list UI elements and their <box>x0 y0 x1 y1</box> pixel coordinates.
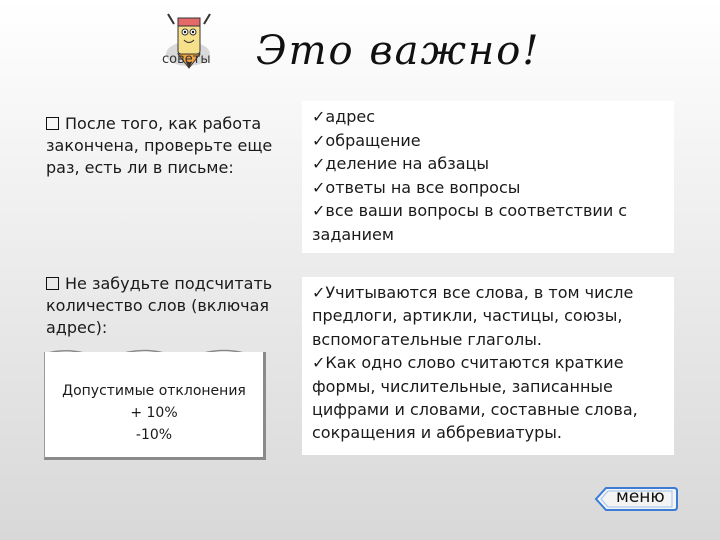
rule-item: ✓Как одно слово считаются краткие формы, числительные, записанные цифрами и словами, составные слова, сокращения и аббревиатуры. <box>312 353 638 443</box>
checklist-item: ✓ответы на все вопросы <box>312 177 521 197</box>
instruction-text-2: Не забудьте подсчитать количество слов (включая адрес): <box>46 274 273 337</box>
tolerance-line-1: Допустимые отклонения <box>62 383 246 399</box>
rule-item: ✓Учитываются все слова, в том числе предлоги, артикли, частицы, союзы, вспомогательные глаголы. <box>312 283 634 349</box>
checklist-item: ✓адрес <box>312 107 376 126</box>
checkmark-icon: ✓ <box>312 353 326 373</box>
logo-label: советы <box>162 52 211 67</box>
page-title: Это важно! <box>256 28 541 74</box>
checkmark-icon: ✓ <box>312 283 326 302</box>
checkmark-icon: ✓ <box>312 177 326 197</box>
checklist-item: ✓обращение <box>312 130 421 150</box>
tolerance-note <box>44 352 266 460</box>
instruction-count-words <box>46 273 286 339</box>
checklist-item: ✓все ваши вопросы в соответствии с заданием <box>312 201 628 244</box>
tolerance-line-3: -10% <box>135 427 173 443</box>
pencil-mascot-logo <box>160 10 240 74</box>
checkbox-bullet-icon <box>46 277 59 290</box>
rules-panel <box>302 277 674 455</box>
checkbox-bullet-icon <box>46 117 59 130</box>
checklist-panel <box>302 101 674 253</box>
checkmark-icon: ✓ <box>312 107 326 126</box>
checkmark-icon: ✓ <box>312 130 326 150</box>
checkmark-icon: ✓ <box>312 154 326 173</box>
tolerance-line-2: + 10% <box>130 405 178 421</box>
menu-button-label[interactable]: меню <box>616 487 665 507</box>
instruction-text-1: После того, как работа закончена, проверьте еще раз, есть ли в письме: <box>46 114 273 177</box>
checkmark-icon: ✓ <box>312 201 326 220</box>
instruction-check-letter <box>46 113 286 179</box>
checklist-item: ✓деление на абзацы <box>312 154 490 173</box>
